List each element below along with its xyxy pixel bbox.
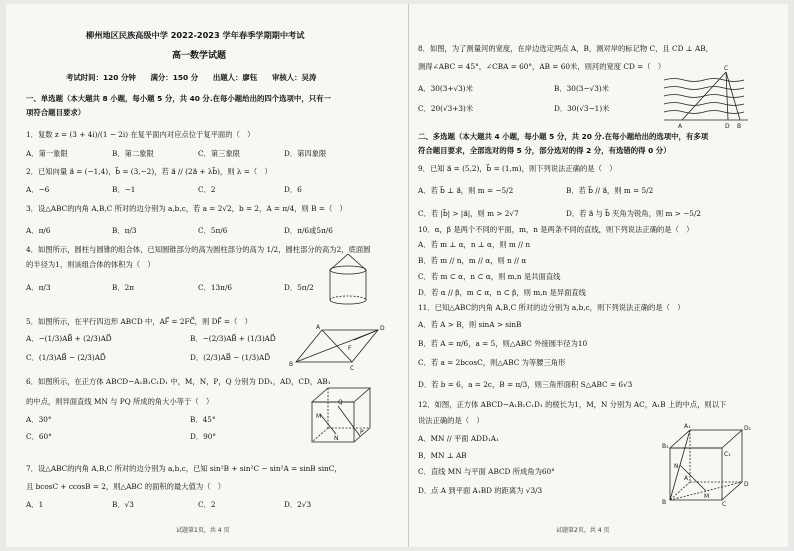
q8-option-b: B．30(3−√3)米 xyxy=(554,84,609,93)
q11-option-d: D．若 b = 6，a = 2c，B = π/3，则三角形面积 S△ABC = 6√3 xyxy=(418,380,633,389)
q5-option-b: B．−(2/3)AB⃗ + (1/3)AD⃗ xyxy=(190,334,276,343)
q6-option-c: C．60° xyxy=(26,432,52,441)
q12-label-a: A xyxy=(684,475,689,482)
q5-label-f: F xyxy=(348,345,352,352)
footer-page-1: 试题第1页，共 4 页 xyxy=(176,527,230,534)
q5-option-a: A．−(1/3)AB⃗ + (2/3)AD⃗ xyxy=(26,334,112,343)
q4-stem-cont: 的半径为1，则该组合体的体积为（ ） xyxy=(26,260,155,269)
q9-stem: 9．已知 a⃗ = (5,2)，b⃗ = (1,m)，则下列说法正确的是（ ） xyxy=(418,164,617,173)
q8-label-a: A xyxy=(678,123,683,130)
q12-label-b1: B₁ xyxy=(662,443,669,450)
q7-option-c: C．2 xyxy=(198,500,216,509)
q7-option-b: B．√3 xyxy=(112,500,134,509)
q2-option-d: D．6 xyxy=(284,185,302,194)
q12-label-b: B xyxy=(662,499,667,506)
q4-option-c: C．13π/6 xyxy=(198,283,233,292)
left-page xyxy=(26,4,406,547)
q7-stem-cont: 且 bcosC + ccosB = 2，则△ABC 的面积的最大值为（ ） xyxy=(26,482,226,491)
q12-label-c: C xyxy=(722,501,727,508)
q9-option-a: A．若 b⃗ ⊥ a⃗，则 m = −5/2 xyxy=(418,186,514,195)
q1-option-a: A．第一象限 xyxy=(26,149,68,158)
q6-label-p: P xyxy=(360,429,364,436)
q6-label-n: N xyxy=(334,435,339,442)
q11-stem: 11．已知△ABC的内角 A,B,C 所对的边分别为 a,b,c，则下列说法正确的是（ ） xyxy=(418,303,685,312)
q12-option-b: B．MN ⊥ AB xyxy=(418,451,467,460)
q6-label-m: M xyxy=(316,413,322,420)
q8-option-c: C．20(√3+3)米 xyxy=(418,104,474,113)
q12-label-d: D xyxy=(744,481,749,488)
q12-stem-cont: 说法正确的是（ ） xyxy=(418,416,484,425)
q6-option-a: A．30° xyxy=(26,415,52,424)
exam-info: 考试时间：120 分钟 满分：150 分 出题人：廖钰 审核人：吴涛 xyxy=(66,73,317,82)
section1-heading: 一、单选题（本大题共 8 小题，每小题 5 分，共 40 分.在每小题给出的四个选项中，只有一 xyxy=(26,94,331,103)
q5-figure-parallelogram xyxy=(289,324,385,372)
q11-option-b: B．若 A = π/6，a = 5，则△ABC 外接圆半径为10 xyxy=(418,339,588,348)
q12-option-a: A．MN // 平面 ADD₁A₁ xyxy=(418,434,499,443)
q1-option-d: D．第四象限 xyxy=(284,149,327,158)
q7-option-a: A．1 xyxy=(26,500,44,509)
q9-option-c: C．若 |b⃗| > |a⃗|，则 m > 2√7 xyxy=(418,209,519,218)
q10-option-b: B．若 m // n，m // α，则 n // α xyxy=(418,256,527,265)
q12-option-c: C．直线 MN 与平面 ABCD 所成角为60° xyxy=(418,467,555,476)
q10-stem: 10．α，β 是两个不同的平面，m，n 是两条不同的直线，则下列说法正确的是（ ） xyxy=(418,225,694,234)
q12-figure-cube xyxy=(662,423,756,508)
q12-stem: 12．如图，正方体 ABCD−A₁B₁C₁D₁ 的棱长为1，M，N 分别为 AC，A₁B 上的中点，则以下 xyxy=(418,400,727,409)
page-fold-divider xyxy=(408,4,409,547)
q5-label-b: B xyxy=(289,361,294,368)
q5-option-d: D．(2/3)AB⃗ − (1/3)AD⃗ xyxy=(190,353,270,362)
q4-option-d: D．5π/2 xyxy=(284,283,314,292)
q12-label-n: N xyxy=(674,463,679,470)
section2-heading: 二、多选题（本大题共 4 小题，每小题 5 分，共 20 分.在每小题给出的选项中，有多项 xyxy=(418,132,709,141)
section1-heading-cont: 项符合题目要求） xyxy=(26,108,86,117)
q4-option-a: A．π/3 xyxy=(26,283,51,292)
q1-option-c: C．第三象限 xyxy=(198,149,241,158)
q9-option-b: B．若 b⃗ // a⃗，则 m = 5/2 xyxy=(566,186,654,195)
exam-title: 柳州地区民族高级中学 2022-2023 学年春季学期期中考试 xyxy=(86,30,305,40)
q9-option-d: D．若 a⃗ 与 b⃗ 夹角为锐角，则 m > −5/2 xyxy=(566,209,702,218)
footer-page-2: 试题第2页，共 4 页 xyxy=(556,527,610,534)
q11-option-a: A．若 A > B，则 sinA > sinB xyxy=(418,320,522,329)
q6-figure-cube xyxy=(308,384,378,446)
q12-option-d: D．点 A 到平面 A₁BD 的距离为 √3/3 xyxy=(418,486,543,495)
q5-label-d: D xyxy=(380,325,385,332)
q12-label-a1: A₁ xyxy=(684,423,691,430)
q8-option-a: A．30(3+√3)米 xyxy=(418,84,473,93)
q1-option-b: B．第二象限 xyxy=(112,149,154,158)
q11-option-c: C．若 a = 2bcosC，则△ABC 为等腰三角形 xyxy=(418,358,566,367)
q6-option-d: D．90° xyxy=(190,432,217,441)
q7-option-d: D．2√3 xyxy=(284,500,312,509)
q8-label-b: B xyxy=(737,123,742,130)
q12-label-m: M xyxy=(704,493,710,500)
q10-option-a: A．若 m ⊥ α，n ⊥ α，则 m // n xyxy=(418,240,531,249)
q2-option-b: B．−1 xyxy=(112,185,136,194)
q8-option-d: D．30(√3−1)米 xyxy=(554,104,610,113)
section2-heading-cont: 符合题目要求，全部选对的得 5 分，部分选对的得 2 分，有选错的得 0 分） xyxy=(418,146,671,155)
q3-option-c: C．5π/6 xyxy=(198,226,228,235)
q10-option-d: D．若 α // β，m ⊂ α，n ⊂ β，则 m,n 是异面直线 xyxy=(418,288,586,297)
q8-figure-river xyxy=(664,65,750,130)
q8-label-d: D xyxy=(725,123,730,130)
right-page xyxy=(418,4,780,547)
q5-option-c: C．(1/3)AB⃗ − (2/3)AD⃗ xyxy=(26,353,106,362)
q1-stem: 1．复数 z = (3 + 4i)/(1 − 2i) 在复平面内对应点位于复平面的（ ） xyxy=(26,130,255,139)
q5-label-a: A xyxy=(316,324,321,331)
q6-option-b: B．45° xyxy=(190,415,216,424)
q8-stem: 8．如图，为了测量河的宽度，在岸边选定两点 A，B，测对岸的标记物 C，且 CD ⊥ AB， xyxy=(418,44,713,53)
q6-stem: 6．如图所示，在正方体 ABCD−A₁B₁C₁D₁ 中，M，N，P，Q 分别为 DD₁，AD，CD，AB₁ xyxy=(26,377,331,386)
exam-subtitle: 高一数学试题 xyxy=(172,51,227,61)
exam-sheet xyxy=(6,4,788,547)
q10-option-c: C．若 m ⊂ α，n ⊂ α，则 m,n 是共面直线 xyxy=(418,272,561,281)
q6-label-q: Q xyxy=(338,399,343,406)
q6-stem-cont: 的中点，则异面直线 MN 与 PQ 所成的角大小等于（ ） xyxy=(26,397,214,406)
q2-option-c: C．2 xyxy=(198,185,216,194)
q4-figure-cylinder-cone xyxy=(326,256,386,308)
q4-stem: 4．如图所示，圆柱与圆锥的组合体，已知圆锥部分的高为圆柱部分的高为 1/2，圆柱部分的高为2，底面圆 xyxy=(26,245,371,254)
q3-option-b: B．π/3 xyxy=(112,226,137,235)
q12-label-c1: C₁ xyxy=(724,451,731,458)
q2-option-a: A．−6 xyxy=(26,185,50,194)
q5-stem: 5．如图所示，在平行四边形 ABCD 中，AF⃗ = 2FC⃗，则 DF⃗ =（ ） xyxy=(26,317,252,326)
q3-option-a: A．π/6 xyxy=(26,226,51,235)
q7-stem: 7．设△ABC的内角 A,B,C 所对的边分别为 a,b,c，已知 sin²B + sin²C − sin²A = sinB sinC， xyxy=(26,464,342,473)
q3-stem: 3．设△ABC的内角 A,B,C 所对的边分别为 a,b,c，若 a = 2√2，b = 2，A = π/4，则 B =（ ） xyxy=(26,204,347,213)
q8-label-c: C xyxy=(724,65,729,72)
q12-label-d1: D₁ xyxy=(744,425,752,432)
q4-option-b: B．2π xyxy=(112,283,135,292)
q3-option-d: D．π/6或5π/6 xyxy=(284,226,333,235)
q5-label-c: C xyxy=(350,365,355,372)
q2-stem: 2．已知向量 a⃗ = (−1,4)，b⃗ = (3,−2)，若 a⃗ // (2a⃗ + λb⃗)，则 λ =（ ） xyxy=(26,167,272,176)
q8-stem-cont: 测得∠ABC = 45°，∠CBA = 60°，AB = 60米，则河的宽度 CD =（ ） xyxy=(418,62,666,71)
